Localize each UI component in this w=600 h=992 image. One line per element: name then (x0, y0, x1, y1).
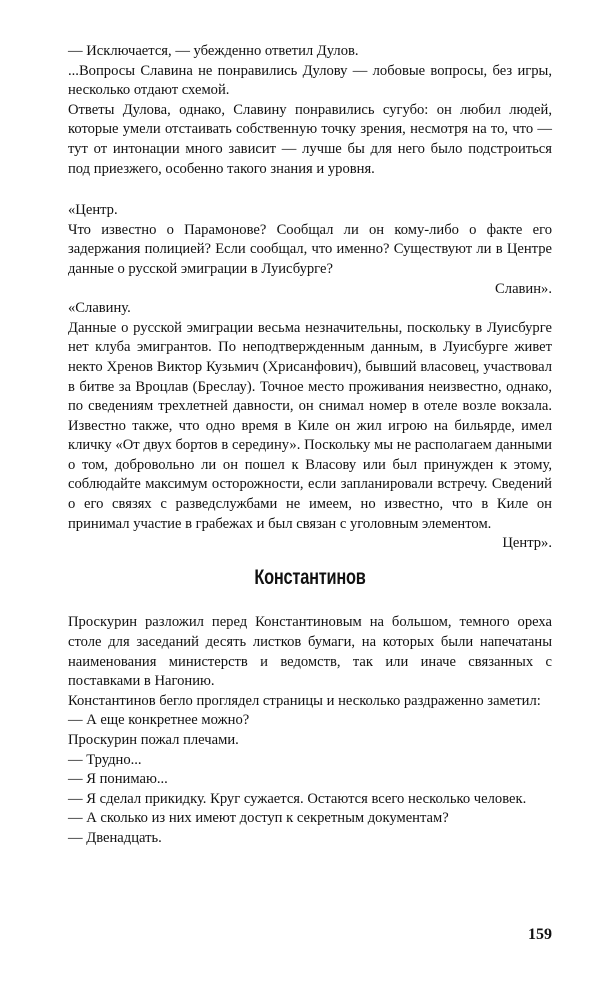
dialogue-line: — Я сделал прикидку. Круг сужается. Остаются всего несколько человек. (68, 790, 527, 807)
chapter-title: Константинов (254, 565, 366, 589)
paragraph: Проскурин пожал плечами. (68, 732, 239, 748)
dialogue-line: — Я понимаю... (68, 771, 168, 788)
spacer (68, 179, 552, 201)
telegram-address: «Центр. (68, 202, 118, 219)
telegram-body: Что известно о Парамонове? Сообщал ли он кому-либо о факте его задержания полицией? Если сообщал, что именно? Существуют ли в Центре данные о русской эмиграции в Луисбурге? (68, 221, 552, 277)
telegram-address: «Славину. (68, 300, 131, 317)
paragraph: — Исключается, — убежденно ответил Дулов. (68, 43, 359, 59)
paragraph: Ответы Дулова, однако, Славину понравились сугубо: он любил людей, которые умели отстаивать собственную точку зрения, несмотря на то, что — тут от интонации много зависит — лучше бы для него было подстроиться под приезжего, особенно такого знания и уровня. (68, 101, 552, 177)
paragraph: ...Вопросы Славина не понравились Дулову — лобовые вопросы, без игры, несколько отдают схемой. (68, 62, 552, 99)
dialogue-line: — Трудно... (68, 751, 142, 768)
paragraph: Константинов бегло проглядел страницы и несколько раздраженно заметил: (68, 692, 541, 709)
spacer (68, 587, 552, 609)
telegram-body: Данные о русской эмиграции весьма незначительны, поскольку в Луисбурге нет клуба эмигрантов. По неподтвержденным данным, в Луисбурге живет некто Хренов Виктор Кузьмич (Хрисанфович), бывший власовец, участвовал в битве за Вроцлав (Бреслау). Точное место проживания неизвестно, однако, по сведениям трехлетней давности, он снимал номер в отеле возле вокзала. Известно также, что одно время в Киле он жил игрою на бильярде, имел кличку «От двух бортов в середину». Поскольку мы не располагаем данными о том, добровольно ли он пошел к Власову или был принужден к этому, соблюдайте максимум осторожности, если запланировали встречу. Сведений о его связях с разведслужбами не имеем, но известно, что в Киле он принимал участие в грабежах и был связан с уголовным элементом. (68, 319, 552, 532)
dialogue-line: — А еще конкретнее можно? (68, 712, 250, 729)
dialogue-line: — А сколько из них имеют доступ к секретным документам? (68, 810, 449, 827)
page-body (68, 42, 552, 849)
page-number: 159 (528, 926, 552, 943)
telegram-signature: Славин». (495, 280, 552, 297)
dialogue-line: — Двенадцать. (68, 829, 162, 846)
telegram-signature: Центр». (502, 535, 552, 552)
paragraph: Проскурин разложил перед Константиновым на большом, темного ореха столе для заседаний десять листков бумаги, на которых были напечатаны наименования министерств и ведомств, так или иначе связанных с поставками в Нагонию. (68, 614, 552, 690)
